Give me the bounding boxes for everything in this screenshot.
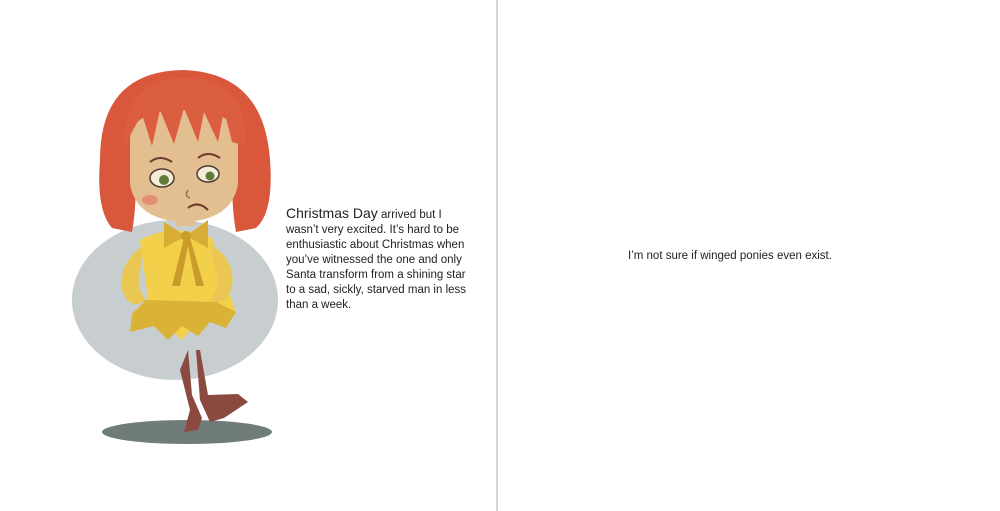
bow-knot — [181, 231, 191, 241]
story-body-text: arrived but I wasn’t very excited. It’s hard to be enthusiastic about Christmas when you’ve witnessed the one and only Santa transform from a shining star to a sad, sickly, starved man in less than a week. — [286, 209, 467, 311]
left-page — [0, 0, 496, 511]
girl-illustration — [60, 50, 290, 460]
story-paragraph — [286, 206, 468, 313]
right-pupil — [206, 172, 215, 181]
story-lead-text: Christmas Day — [286, 205, 378, 221]
left-pupil — [159, 175, 169, 185]
cheek-blush — [142, 195, 158, 205]
right-page-text: I’m not sure if winged ponies even exist. — [628, 250, 832, 262]
